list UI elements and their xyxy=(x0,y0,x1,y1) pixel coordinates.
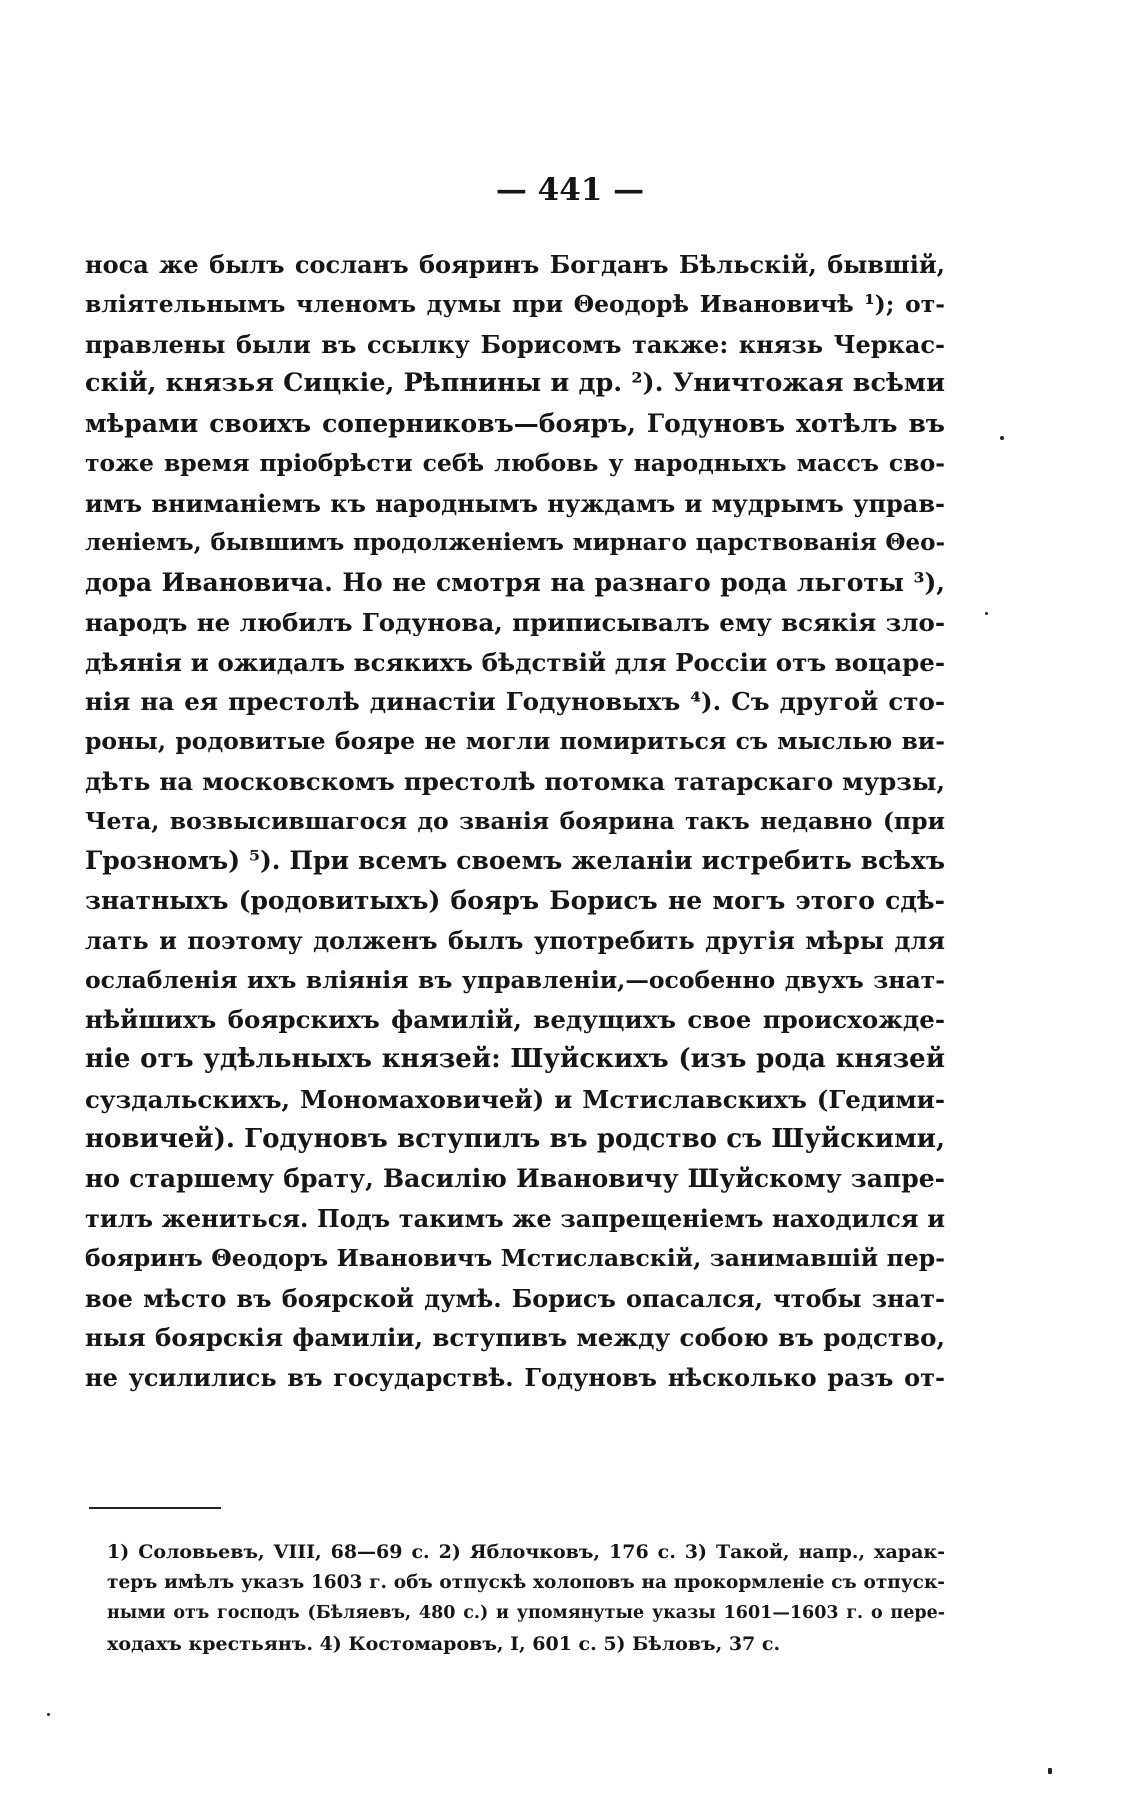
footnote-line: ходахъ крестьянъ. 4) Костомаровъ, I, 601 с. 5) Бѣловъ, 37 с. xyxy=(107,1632,781,1655)
body-line: народъ не любилъ Годунова, приписывалъ ему всякія зло- xyxy=(85,607,945,637)
body-line: ніе отъ удѣльныхъ князей: Шуйскихъ (изъ рода князей xyxy=(85,1044,945,1074)
body-line: скій, князья Сицкіе, Рѣпнины и др. ²). Уничтожая всѣми xyxy=(85,368,945,399)
body-line: правлены были въ ссылку Борисомъ также: князь Черкас- xyxy=(85,329,945,359)
body-line: знатныхъ (родовитыхъ) бояръ Борисъ не могъ этого сдѣ- xyxy=(85,886,945,915)
footnote-line: теръ имѣлъ указъ 1603 г. объ отпускѣ холоповъ на прокормленіе съ отпуск- xyxy=(107,1571,945,1593)
scan-speck xyxy=(1048,1768,1052,1774)
body-line: ослабленія ихъ вліянія въ управленіи,—особенно двухъ знат- xyxy=(85,965,945,994)
body-line: нія на ея престолѣ династіи Годуновыхъ ⁴). Съ другой сто- xyxy=(85,687,945,717)
page-number: — 441 — xyxy=(495,172,645,208)
body-line: вое мѣсто въ боярской думѣ. Борисъ опасался, чтобы знат- xyxy=(85,1283,945,1313)
body-line: вліятельнымъ членомъ думы при Θеодорѣ Ивановичѣ ¹); от- xyxy=(85,289,945,318)
body-line: не усилились въ государствѣ. Годуновъ нѣсколько разъ от- xyxy=(85,1363,945,1392)
body-line: дѣть на московскомъ престолѣ потомка татарскаго мурзы, xyxy=(85,766,945,796)
body-line: мѣрами своихъ соперниковъ—бояръ, Годуновъ хотѣлъ въ xyxy=(85,409,945,438)
body-line: бояринъ Θеодоръ Ивановичъ Мстиславскій, занимавшій пер- xyxy=(85,1243,945,1272)
footnote-line: ными отъ господъ (Бѣляевъ, 480 с.) и упомянутые указы 1601—1603 г. о пере- xyxy=(107,1603,945,1623)
body-line: Чета, возвысившагося до званія боярина такъ недавно (при xyxy=(85,806,945,835)
body-line: ныя боярскія фамиліи, вступивъ между собою въ родство, xyxy=(85,1323,945,1353)
body-line: Грозномъ) ⁵). При всемъ своемъ желаніи истребить всѣхъ xyxy=(85,846,945,876)
body-line: леніемъ, бывшимъ продолженіемъ мирнаго царствованія Θео- xyxy=(85,529,945,557)
body-line: тилъ жениться. Подъ такимъ же запрещеніемъ находился и xyxy=(85,1204,945,1233)
body-line: роны, родовитые бояре не могли помириться съ мыслью ви- xyxy=(85,727,945,755)
body-line: носа же былъ сосланъ бояринъ Богданъ Бѣльскій, бывшій, xyxy=(85,250,945,279)
scan-speck xyxy=(47,1713,50,1716)
body-line: суздальскихъ, Мономаховичей) и Мстиславскихъ (Гедими- xyxy=(85,1084,945,1114)
body-line: имъ вниманіемъ къ народнымъ нуждамъ и мудрымъ управ- xyxy=(85,488,945,518)
footnote-divider xyxy=(89,1507,221,1509)
footnotes xyxy=(107,1537,945,1659)
body-line: но старшему брату, Василію Ивановичу Шуйскому запре- xyxy=(85,1164,945,1194)
footnote-line: 1) Соловьевъ, VIII, 68—69 с. 2) Яблочковъ, 176 с. 3) Такой, напр., харак- xyxy=(107,1541,945,1563)
body-line: лать и поэтому долженъ былъ употребить другія мѣры для xyxy=(85,925,945,955)
body-line: нѣйшихъ боярскихъ фамилій, ведущихъ свое происхожде- xyxy=(85,1005,945,1035)
body-line: дора Ивановича. Но не смотря на разнаго рода льготы ³), xyxy=(85,568,945,597)
body-line: дѣянія и ожидалъ всякихъ бѣдствій для Россіи отъ воцаре- xyxy=(85,647,945,677)
body-text xyxy=(85,245,945,1398)
body-line: тоже время пріобрѣсти себѣ любовь у народныхъ массъ сво- xyxy=(85,448,945,477)
body-line: новичей). Годуновъ вступилъ въ родство съ Шуйскими, xyxy=(85,1123,945,1154)
scan-speck xyxy=(985,612,988,615)
scan-speck xyxy=(1000,436,1004,440)
